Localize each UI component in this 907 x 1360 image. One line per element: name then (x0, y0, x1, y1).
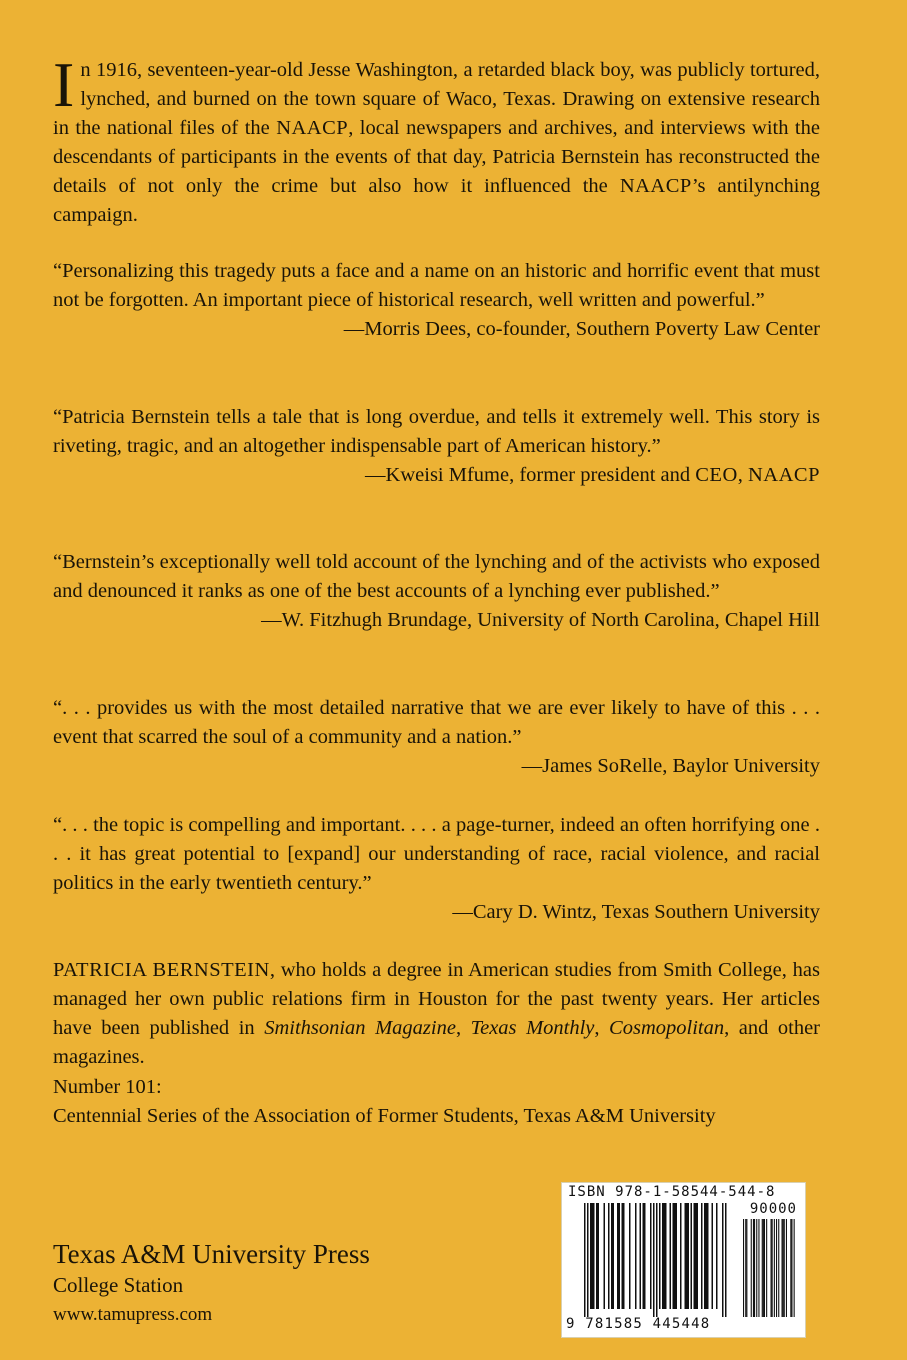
barcode-bar (680, 1203, 682, 1309)
barcode-bar (754, 1219, 755, 1317)
barcode-bar (644, 1203, 646, 1309)
barcode-bar (593, 1203, 595, 1309)
barcode-bar (587, 1203, 589, 1317)
drop-cap: I (53, 49, 75, 120)
barcode-bar (640, 1203, 642, 1309)
blurb-1-attribution: —Morris Dees, co-founder, Southern Poverty Law Center (343, 318, 820, 340)
barcode-bar (771, 1219, 772, 1317)
magazine-3: Cosmopolitan (609, 1017, 725, 1039)
bio-sep-2: , (594, 1017, 610, 1039)
barcode-bar (611, 1203, 613, 1309)
barcode-bar (716, 1203, 718, 1309)
barcode-bar (629, 1203, 631, 1309)
barcode-bar (592, 1203, 594, 1309)
barcode-bar (701, 1203, 703, 1309)
barcode-bar (778, 1219, 779, 1317)
magazine-2: Texas Monthly (470, 1017, 595, 1039)
barcode-bar (784, 1219, 785, 1317)
barcode-bar (745, 1219, 746, 1317)
barcode-bar (746, 1219, 747, 1317)
barcode-bar (756, 1219, 757, 1317)
blurb-2-attr-ceo: CEO (695, 464, 738, 486)
barcode-bar (662, 1203, 664, 1309)
barcode-bar (673, 1203, 675, 1309)
barcode-bar (722, 1203, 724, 1317)
barcode-bar (619, 1203, 621, 1309)
barcode-bar (659, 1203, 661, 1309)
intro-text-3: ’s antilynching campaign. (53, 175, 820, 226)
barcode-bar (772, 1219, 773, 1317)
bio-text-1: , who holds a degree in American studies from Smith College, has managed her own public relations firm in Houston for the past twenty years. Her articles have been published in (53, 959, 820, 1039)
barcode-bar (790, 1219, 791, 1317)
blurb-5-text: “. . . the topic is compelling and important. . . . a page-turner, indeed an often horrifying one . . . it has great potential to [expand] our understanding of race, racial violence, and racial politics in the early twentieth century.” (53, 814, 820, 894)
barcode-bar (613, 1203, 615, 1309)
barcode-bar (694, 1203, 696, 1309)
intro-paragraph (53, 49, 820, 230)
publisher-name: Texas A&M University Press (53, 1239, 370, 1269)
barcode-bar (622, 1203, 624, 1309)
naacp-1: NAACP (276, 117, 349, 139)
barcode-bar (704, 1203, 706, 1309)
publisher-block (53, 1237, 370, 1329)
barcode-bar (763, 1219, 764, 1317)
intro-text-1: n 1916, seventeen-year-old Jesse Washington, a retarded black boy, was publicly tortured, lynched, and burned on the town square of Waco, Texas. Drawing on extensive research in the national files of the (53, 59, 820, 139)
price-code: 90000 (749, 1201, 797, 1217)
barcode-bar (635, 1203, 637, 1309)
barcode-bar (753, 1219, 754, 1317)
barcode-bar (688, 1203, 690, 1309)
barcode-bar (650, 1203, 652, 1309)
barcode-bar (656, 1203, 658, 1317)
barcode-bar (608, 1203, 610, 1309)
barcode-bar (695, 1203, 697, 1309)
barcode-bar (623, 1203, 625, 1309)
magazine-1: Smithsonian Magazine (264, 1017, 456, 1039)
author-name: PATRICIA BERNSTEIN (53, 959, 270, 981)
barcode-bar (691, 1203, 693, 1309)
blurb-2-attr-mid: , (737, 464, 748, 486)
blurb-2 (53, 403, 820, 490)
blurb-3-text: “Bernstein’s exceptionally well told account of the lynching and of the activists who exposed and denounced it ranks as one of the best accounts of a lynching ever published.” (53, 551, 820, 602)
barcode-bar (766, 1219, 767, 1317)
blurb-2-text: “Patricia Bernstein tells a tale that is long overdue, and tells it extremely well. This story is riveting, tragic, and an altogether indispensable part of American history.” (53, 406, 820, 457)
blurb-2-attr-naacp: NAACP (748, 464, 820, 486)
barcode-bar (617, 1203, 619, 1309)
bio-text-2: , and other magazines. (53, 1017, 820, 1068)
addon-barcode-bars (743, 1219, 799, 1317)
publisher-url: www.tamupress.com (53, 1304, 213, 1325)
barcode-bar (751, 1219, 752, 1317)
barcode-bar (604, 1203, 606, 1309)
series-number: Number 101: (53, 1076, 162, 1098)
barcode-bar (665, 1203, 667, 1309)
barcode-bar (598, 1203, 600, 1309)
barcode-bar (676, 1203, 678, 1309)
series-name: Centennial Series of the Association of Former Students, Texas A&M University (53, 1105, 716, 1127)
barcode-bar (758, 1219, 759, 1317)
series-info (53, 1073, 716, 1131)
intro-text-2: , local newspapers and archives, and interviews with the descendants of participants in the events of that day, Patricia Bernstein has reconstructed the details of not only the crime but also how it influenced the (53, 117, 820, 197)
barcode-bar (643, 1203, 645, 1309)
barcode-bar (774, 1219, 775, 1317)
ean-barcode-bars (584, 1203, 734, 1317)
barcode-bar (786, 1219, 787, 1317)
barcode-bar (697, 1203, 699, 1309)
barcode-bar (590, 1203, 592, 1309)
barcode-bar (794, 1219, 795, 1317)
isbn-number: ISBN 978-1-58544-544-8 (568, 1184, 776, 1200)
blurb-3 (53, 548, 820, 635)
barcode-bar (584, 1203, 586, 1317)
barcode-bar (776, 1219, 777, 1317)
barcode-bar (764, 1219, 765, 1317)
barcode-bar (686, 1203, 688, 1309)
blurb-4 (53, 694, 820, 781)
barcode-bar (782, 1219, 783, 1317)
barcode-bar (653, 1203, 655, 1317)
blurb-1 (53, 257, 820, 344)
blurb-4-attribution: —James SoRelle, Baylor University (521, 755, 820, 777)
barcode-bar (743, 1219, 744, 1317)
barcode-bar (783, 1219, 784, 1317)
blurb-5-attribution: —Cary D. Wintz, Texas Southern University (452, 901, 820, 923)
naacp-2: NAACP (619, 175, 692, 197)
barcode-bar (706, 1203, 708, 1309)
barcode-bar (791, 1219, 792, 1317)
barcode-bar (670, 1203, 672, 1309)
ean-number: 9 781585 445448 (566, 1316, 711, 1332)
barcode-bar (674, 1203, 676, 1309)
barcode-bar (707, 1203, 709, 1309)
barcode-bar (664, 1203, 666, 1309)
blurb-3-attribution: —W. Fitzhugh Brundage, University of North Carolina, Chapel Hill (261, 609, 820, 631)
barcode-bar (685, 1203, 687, 1309)
barcode-bar (725, 1203, 727, 1317)
bio-sep-1: , (455, 1017, 471, 1039)
author-bio (53, 956, 820, 1072)
blurb-2-attr-pre: —Kweisi Mfume, former president and (365, 464, 696, 486)
barcode-bar (762, 1219, 763, 1317)
barcode-bar (712, 1203, 714, 1309)
blurb-4-text: “. . . provides us with the most detailed narrative that we are ever likely to have of this . . . event that scarred the soul of a community and a nation.” (53, 697, 820, 748)
barcode-bar (596, 1203, 598, 1309)
isbn-barcode (561, 1182, 806, 1338)
blurb-1-text: “Personalizing this tragedy puts a face and a name on an historic and horrific event that must not be forgotten. An important piece of historical research, well written and powerful.” (53, 260, 820, 311)
publisher-city: College Station (53, 1273, 184, 1297)
blurb-5 (53, 811, 820, 927)
blurb-2-attribution (53, 461, 820, 490)
